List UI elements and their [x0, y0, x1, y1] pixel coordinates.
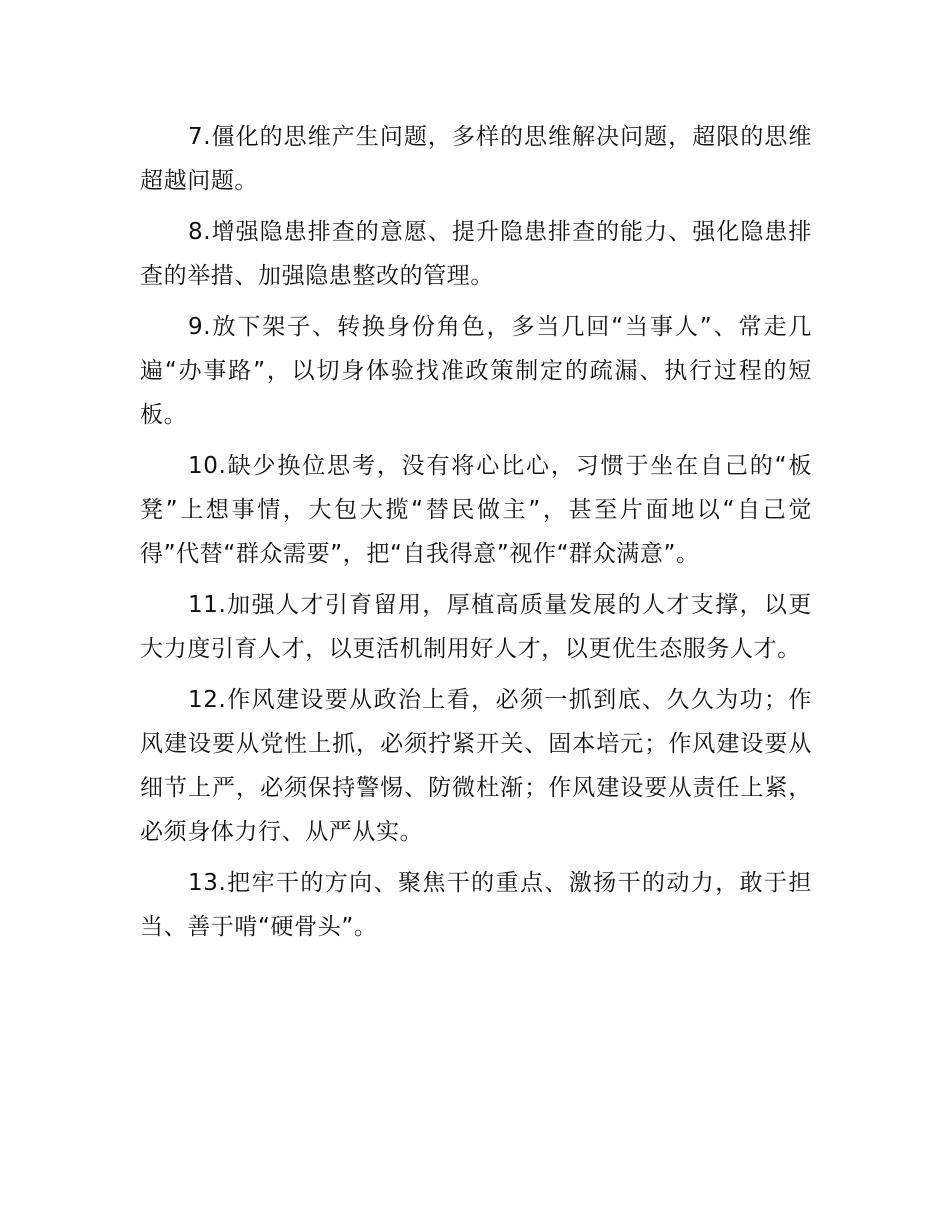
- paragraph-10: 10.缺少换位思考，没有将心比心，习惯于坐在自己的“板凳”上想事情，大包大揽“替民做主”，甚至片面地以“自己觉得”代替“群众需要”，把“自我得意”视作“群众满意”。: [140, 453, 812, 567]
- paragraph-9: 9.放下架子、转换身份角色，多当几回“当事人”、常走几遍“办事路”，以切身体验找准政策制定的疏漏、执行过程的短板。: [140, 314, 812, 428]
- document-body: [140, 115, 812, 956]
- paragraph-12: 12.作风建设要从政治上看，必须一抓到底、久久为功；作风建设要从党性上抓，必须拧紧开关、固本培元；作风建设要从细节上严，必须保持警惕、防微杜渐；作风建设要从责任上紧，必须身体力行、从严从实。: [140, 687, 812, 845]
- paragraph-13: 13.把牢干的方向、聚焦干的重点、激扬干的动力，敢于担当、善于啃“硬骨头”。: [140, 870, 812, 940]
- paragraph-7: 7.僵化的思维产生问题，多样的思维解决问题，超限的思维超越问题。: [140, 124, 812, 194]
- paragraph-11: 11.加强人才引育留用，厚植高质量发展的人才支撑，以更大力度引育人才，以更活机制用好人才，以更优生态服务人才。: [140, 592, 812, 662]
- paragraph-8: 8.增强隐患排查的意愿、提升隐患排查的能力、强化隐患排查的举措、加强隐患整改的管理。: [140, 219, 812, 289]
